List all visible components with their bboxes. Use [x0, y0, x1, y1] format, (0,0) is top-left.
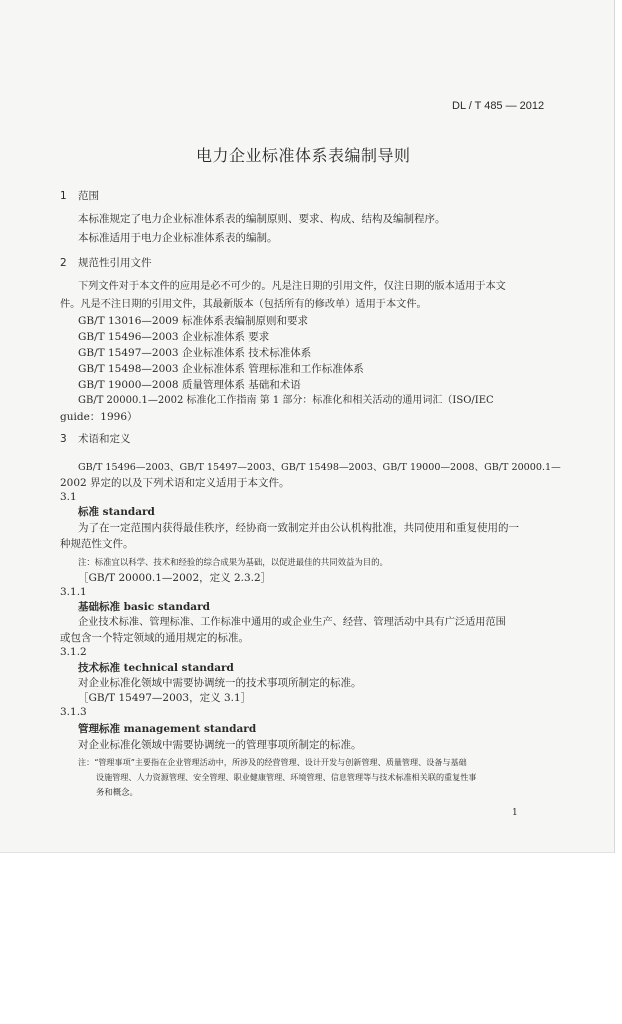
section-1-number: 1 — [60, 190, 67, 202]
term-name: 管理标准 management standard — [78, 723, 257, 735]
section-3-heading — [60, 432, 131, 446]
term-definition: 对企业标准化领域中需要协调统一的技术事项所制定的标准。 — [78, 677, 362, 689]
document-title: 电力企业标准体系表编制导则 — [196, 146, 411, 165]
references-intro-line-2: 件。凡是不注日期的引用文件，其最新版本（包括所有的修改单）适用于本文件。 — [60, 299, 427, 310]
term-name: 技术标准 technical standard — [78, 662, 234, 674]
section-1-title: 范围 — [78, 190, 99, 202]
term-definition-line-1: 企业技术标准、管理标准、工作标准中通用的或企业生产、经营、管理活动中具有广泛适用范围 — [78, 617, 506, 628]
reference-item: GB/T 19000—2008 质量管理体系 基础和术语 — [78, 379, 301, 391]
page-number: 1 — [512, 808, 518, 818]
standard-code: DL / T 485 — 2012 — [452, 100, 545, 112]
term-definition: 对企业标准化领域中需要协调统一的管理事项所制定的标准。 — [78, 739, 362, 751]
section-2-title: 规范性引用文件 — [78, 257, 152, 269]
term-note-line-1: 注：“管理事项”主要指在企业管理活动中，所涉及的经营管理、设计开发与创新管理、质量管理、设备与基础 — [78, 757, 467, 767]
reference-item: GB/T 15496—2003 企业标准体系 要求 — [78, 331, 270, 343]
reference-item: GB/T 15497—2003 企业标准体系 技术标准体系 — [78, 347, 312, 359]
term-definition-line-2: 种规范性文件。 — [60, 538, 134, 550]
reference-item: GB/T 13016—2009 标准体系表编制原则和要求 — [78, 315, 308, 327]
term-note-line-2: 设施管理、人力资源管理、安全管理、职业健康管理、环境管理、信息管理等与技术标准相关联的重复性事 — [96, 772, 477, 782]
reference-item: GB/T 20000.1—2002 标准化工作指南 第 1 部分：标准化和相关活动的通用词汇（ISO/IEC — [78, 395, 494, 406]
terms-intro-line-1: GB/T 15496—2003、GB/T 15497—2003、GB/T 15498—2003、GB/T 19000—2008、GB/T 20000.1— — [78, 462, 561, 473]
section-2-heading — [60, 256, 152, 270]
terms-intro-line-2: 2002 界定的以及下列术语和定义适用于本文件。 — [60, 477, 290, 489]
reference-item: GB/T 15498—2003 企业标准体系 管理标准和工作标准体系 — [78, 363, 364, 375]
scope-paragraph-1: 本标准规定了电力企业标准体系表的编制原则、要求、构成、结构及编制程序。 — [78, 213, 446, 225]
scope-paragraph-2: 本标准适用于电力企业标准体系表的编制。 — [78, 232, 278, 244]
term-definition-line-2: 或包含一个特定领域的通用规定的标准。 — [60, 632, 249, 644]
reference-item-continuation: guide：1996） — [60, 411, 138, 423]
term-number: 3.1 — [60, 491, 77, 503]
term-number: 3.1.3 — [60, 706, 87, 718]
term-number: 3.1.1 — [60, 586, 87, 598]
term-name: 标准 standard — [78, 506, 155, 518]
section-3-number: 3 — [60, 433, 67, 445]
term-source: ［GB/T 20000.1—2002，定义 2.3.2］ — [78, 572, 272, 584]
term-definition-line-1: 为了在一定范围内获得最佳秩序，经协商一致制定并由公认机构批准，共同使用和重复使用的一 — [78, 522, 519, 534]
section-1-heading — [60, 189, 99, 203]
term-name: 基础标准 basic standard — [78, 601, 210, 613]
term-note: 注：标准宜以科学、技术和经验的综合成果为基础，以促进最佳的共同效益为目的。 — [78, 557, 388, 567]
term-source: ［GB/T 15497—2003，定义 3.1］ — [78, 692, 252, 704]
references-intro-line-1: 下列文件对于本文件的应用是必不可少的。凡是注日期的引用文件，仅注日期的版本适用于本文 — [78, 281, 506, 292]
section-2-number: 2 — [60, 257, 67, 269]
term-number: 3.1.2 — [60, 646, 87, 658]
term-note-line-3: 务和概念。 — [96, 787, 138, 797]
section-3-title: 术语和定义 — [78, 433, 131, 445]
